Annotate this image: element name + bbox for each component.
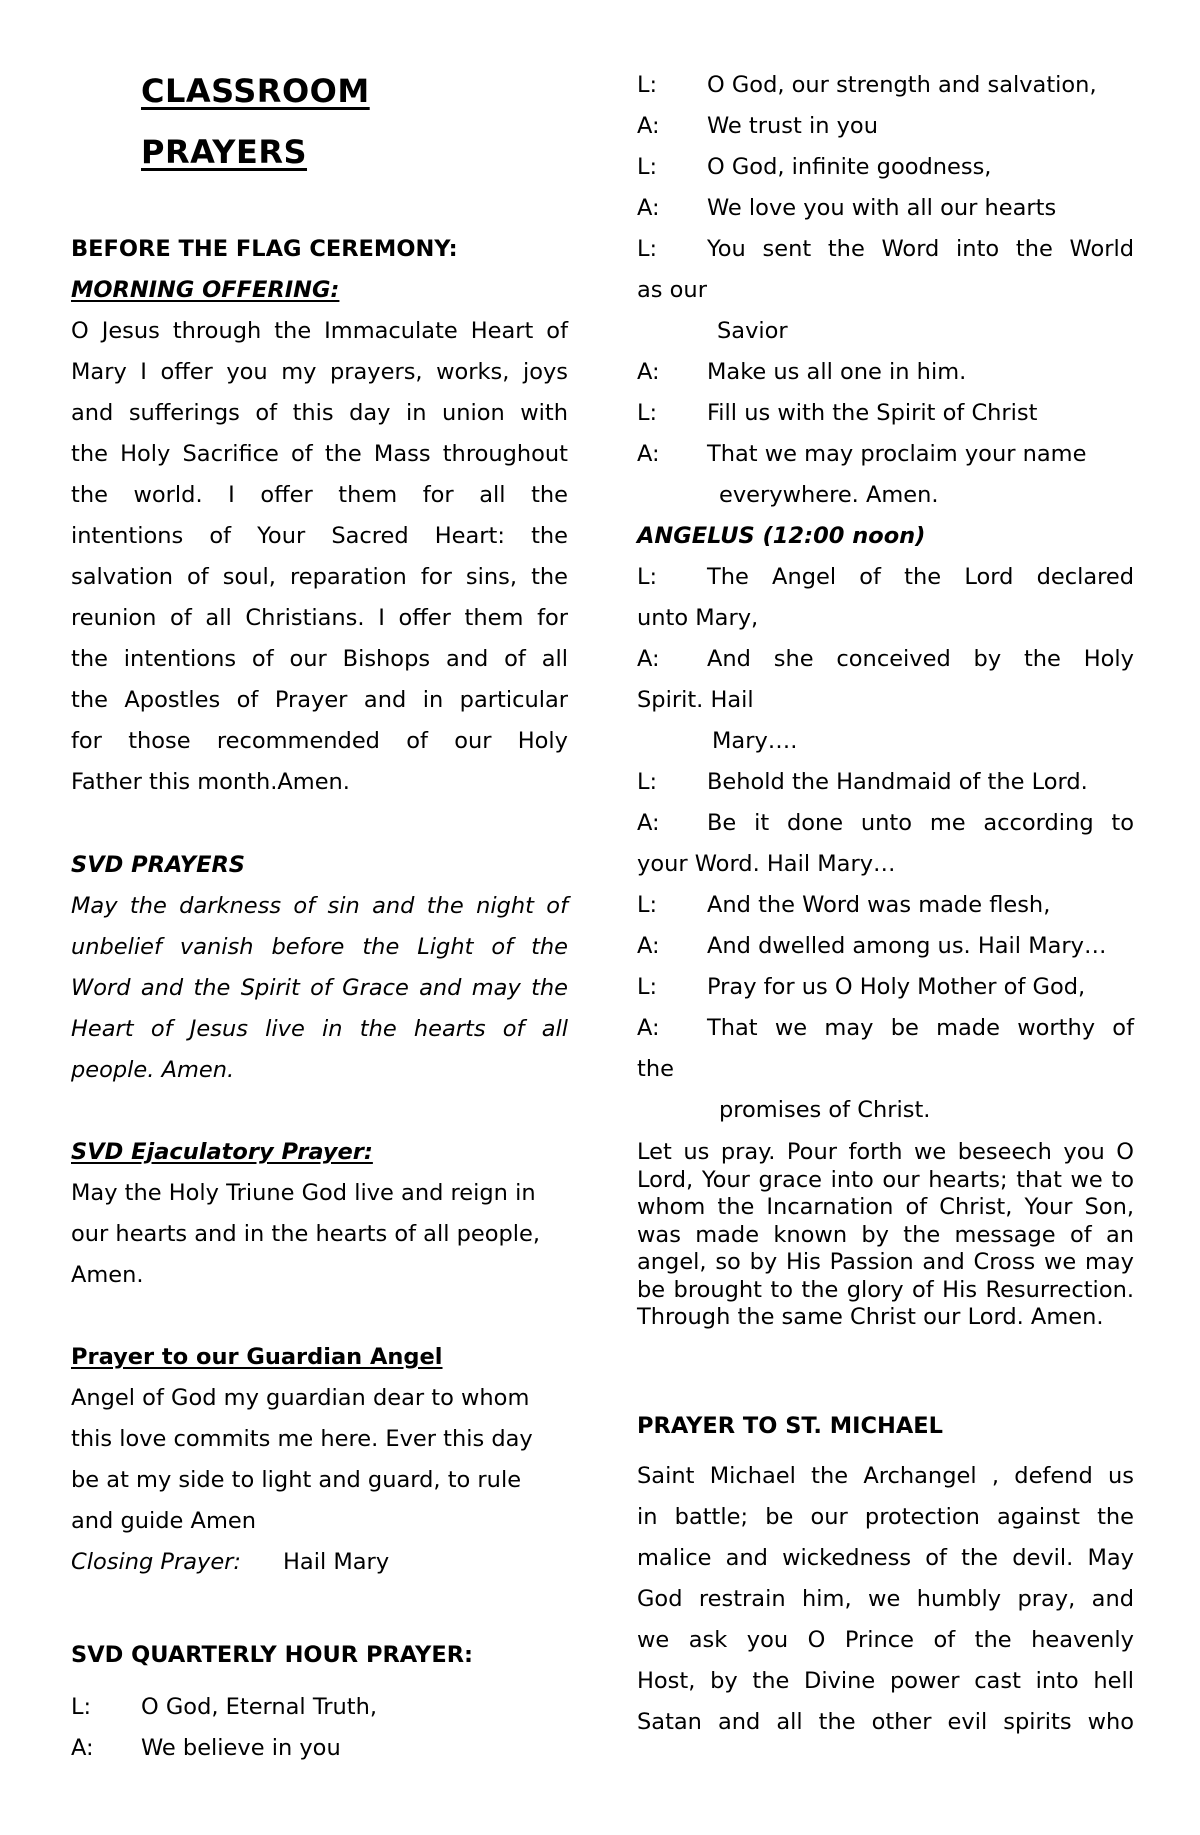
response-line — [637, 808, 1134, 838]
response-text: The Angel of the Lord declared — [707, 564, 1134, 590]
response-line — [637, 439, 1134, 469]
morning-offering-line: reunion of all Christians. I offer them for — [71, 605, 568, 631]
morning-offering-line: the world. I offer them for all the — [71, 482, 568, 508]
let-us-pray-paragraph: Let us pray. Pour forth we beseech you O Lord, Your grace into our hearts; that we to whom the Incarnation of Christ, Your Son, was made known by the message of an angel, so by His Passion and Cross we may be brought to the glory of His Resurrection. Through the same Christ our Lord. Amen. — [637, 1139, 1134, 1330]
response-label: A: — [637, 1015, 660, 1041]
svd-prayer-line: Word and the Spirit of Grace and may the — [71, 975, 568, 1001]
response-label: L: — [637, 564, 658, 590]
response-line — [71, 1733, 568, 1763]
ejaculatory-prayer-line: Amen. — [71, 1262, 144, 1288]
response-text: Be it done unto me according to — [707, 810, 1134, 836]
response-line — [637, 1013, 1134, 1043]
response-text: O God, Eternal Truth, — [141, 1694, 378, 1720]
response-line — [637, 357, 1134, 387]
svd-prayer-line: Heart of Jesus live in the hearts of all — [71, 1016, 568, 1042]
morning-offering-line: intentions of Your Sacred Heart: the — [71, 523, 568, 549]
response-line — [637, 193, 1134, 223]
response-label: A: — [637, 646, 660, 672]
continuation-line: unto Mary, — [637, 605, 759, 631]
response-label: L: — [637, 154, 658, 180]
section-heading-quarterly-hour: SVD QUARTERLY HOUR PRAYER: — [71, 1642, 474, 1668]
response-line — [637, 234, 1134, 264]
continuation-line: Savior — [717, 318, 788, 344]
response-line — [71, 1692, 568, 1722]
section-heading-svd-prayers: SVD PRAYERS — [71, 852, 245, 878]
response-text: O God, our strength and salvation, — [707, 72, 1097, 98]
response-text: Make us all one in him. — [707, 359, 967, 385]
response-label: L: — [637, 892, 658, 918]
morning-offering-line: the intentions of our Bishops and of all — [71, 646, 568, 672]
response-text: Behold the Handmaid of the Lord. — [707, 769, 1088, 795]
response-label: L: — [637, 72, 658, 98]
page-title-line-2: PRAYERS — [141, 133, 308, 171]
response-label: L: — [71, 1694, 92, 1720]
response-text: We trust in you — [707, 113, 878, 139]
response-text: We believe in you — [141, 1735, 341, 1761]
section-heading-morning-offering: MORNING OFFERING: — [71, 277, 340, 303]
response-text: And dwelled among us. Hail Mary… — [707, 933, 1107, 959]
continuation-line: promises of Christ. — [719, 1097, 931, 1123]
response-line — [637, 562, 1134, 592]
st-michael-line: Saint Michael the Archangel , defend us — [637, 1463, 1134, 1489]
st-michael-line: we ask you O Prince of the heavenly — [637, 1627, 1134, 1653]
guardian-angel-line: be at my side to light and guard, to rule — [71, 1467, 522, 1493]
response-label: A: — [71, 1735, 94, 1761]
section-heading-guardian-angel: Prayer to our Guardian Angel — [71, 1344, 443, 1370]
morning-offering-line: and sufferings of this day in union with — [71, 400, 568, 426]
morning-offering-line: Mary I offer you my prayers, works, joys — [71, 359, 568, 385]
morning-offering-line: Father this month.Amen. — [71, 769, 350, 795]
response-text: That we may proclaim your name — [707, 441, 1087, 467]
section-heading-ejaculatory-prayer: SVD Ejaculatory Prayer: — [71, 1139, 373, 1165]
svd-prayer-line: unbelief vanish before the Light of the — [71, 934, 568, 960]
page-title-line-1: CLASSROOM — [141, 72, 370, 110]
closing-prayer-value: Hail Mary — [283, 1549, 390, 1575]
continuation-line: as our — [637, 277, 707, 303]
response-text: And she conceived by the Holy — [707, 646, 1134, 672]
response-line — [637, 767, 1134, 797]
response-label: A: — [637, 195, 660, 221]
response-label: A: — [637, 359, 660, 385]
response-label: A: — [637, 933, 660, 959]
continuation-line: Spirit. Hail — [637, 687, 754, 713]
st-michael-line: Satan and all the other evil spirits who — [637, 1709, 1134, 1735]
section-heading-angelus: ANGELUS (12:00 noon) — [637, 523, 926, 549]
guardian-angel-line: and guide Amen — [71, 1508, 256, 1534]
st-michael-line: Host, by the Divine power cast into hell — [637, 1668, 1134, 1694]
st-michael-line: in battle; be our protection against the — [637, 1504, 1134, 1530]
response-label: A: — [637, 441, 660, 467]
response-text: We love you with all our hearts — [707, 195, 1057, 221]
continuation-line: the — [637, 1056, 674, 1082]
svd-prayer-line: people. Amen. — [71, 1057, 235, 1083]
morning-offering-line: the Holy Sacrifice of the Mass throughout — [71, 441, 568, 467]
response-text: O God, infinite goodness, — [707, 154, 992, 180]
response-text: And the Word was made flesh, — [707, 892, 1051, 918]
section-heading-st-michael: PRAYER TO ST. MICHAEL — [637, 1413, 943, 1439]
st-michael-line: God restrain him, we humbly pray, and — [637, 1586, 1134, 1612]
closing-prayer-label: Closing Prayer: — [71, 1549, 241, 1575]
response-line — [637, 890, 1134, 920]
response-line — [637, 931, 1134, 961]
response-label: L: — [637, 769, 658, 795]
guardian-angel-line: Angel of God my guardian dear to whom — [71, 1385, 530, 1411]
morning-offering-line: the Apostles of Prayer and in particular — [71, 687, 568, 713]
st-michael-line: malice and wickedness of the devil. May — [637, 1545, 1134, 1571]
response-text: That we may be made worthy of — [707, 1015, 1134, 1041]
closing-prayer-line — [71, 1547, 568, 1577]
morning-offering-line: O Jesus through the Immaculate Heart of — [71, 318, 568, 344]
response-label: L: — [637, 400, 658, 426]
morning-offering-line: for those recommended of our Holy — [71, 728, 568, 754]
response-text: Fill us with the Spirit of Christ — [707, 400, 1038, 426]
response-line — [637, 152, 1134, 182]
response-text: Pray for us O Holy Mother of God, — [707, 974, 1086, 1000]
guardian-angel-line: this love commits me here. Ever this day — [71, 1426, 533, 1452]
continuation-line: everywhere. Amen. — [719, 482, 939, 508]
svd-prayer-line: May the darkness of sin and the night of — [71, 893, 568, 919]
response-label: L: — [637, 974, 658, 1000]
response-line — [637, 70, 1134, 100]
response-label: A: — [637, 113, 660, 139]
response-label: L: — [637, 236, 658, 262]
response-line — [637, 644, 1134, 674]
response-line — [637, 111, 1134, 141]
morning-offering-line: salvation of soul, reparation for sins, the — [71, 564, 568, 590]
response-label: A: — [637, 810, 660, 836]
section-heading-flag-ceremony: BEFORE THE FLAG CEREMONY: — [71, 236, 458, 262]
response-text: You sent the Word into the World — [707, 236, 1134, 262]
ejaculatory-prayer-line: our hearts and in the hearts of all people, — [71, 1221, 541, 1247]
continuation-line: Mary…. — [712, 728, 798, 754]
response-line — [637, 972, 1134, 1002]
response-line — [637, 398, 1134, 428]
continuation-line: your Word. Hail Mary… — [637, 851, 896, 877]
ejaculatory-prayer-line: May the Holy Triune God live and reign in — [71, 1180, 536, 1206]
